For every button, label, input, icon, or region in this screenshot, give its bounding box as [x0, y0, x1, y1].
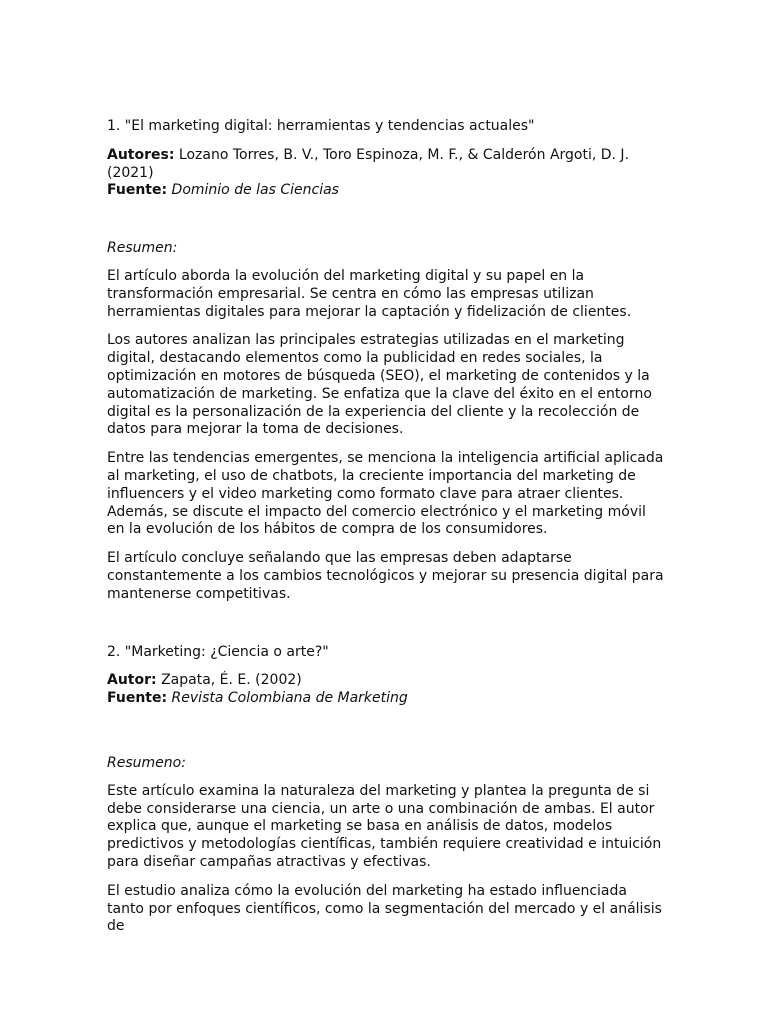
document-page — [107, 118, 667, 947]
article-2-title: 2. "Marketing: ¿Ciencia o arte?" — [107, 643, 329, 660]
article-1-paragraph-3: Entre las tendencias emergentes, se menciona la inteligencia artificial aplicada al marketing, el uso de chatbots, la creciente importancia del marketing de influencers y el video marketing como formato clave para atraer clientes. Además, se discute el impacto del comercio electrónico y el marketing móvil en la evolución de los hábitos de compra de los consumidores. — [107, 450, 664, 538]
spacer — [107, 200, 667, 240]
article-1-summary-label: Resumen: — [107, 240, 178, 257]
article-2-authors-line — [107, 672, 667, 690]
article-1-authors: Lozano Torres, B. V., Toro Espinoza, M. F., & Calderón Argoti, D. J. — [174, 146, 630, 163]
article-1-source-label: Fuente: — [107, 182, 168, 199]
article-2-source-line — [107, 690, 667, 708]
article-1-source-line — [107, 182, 667, 200]
article-1-source: Dominio de las Ciencias — [171, 182, 339, 199]
article-2-authors-label: Autor: — [107, 672, 157, 689]
article-1-paragraph-2: Los autores analizan las principales estrategias utilizadas en el marketing digital, destacando elementos como la publicidad en redes sociales, la optimización en motores de búsqueda (SEO), el marketing de contenidos y la automatización de marketing. Se enfatiza que la clave del éxito en el entorno digital es la personalización de la experiencia del cliente y la recolección de datos para mejorar la toma de decisiones. — [107, 332, 652, 438]
spacer — [107, 708, 667, 755]
article-2-summary-label: Resumeno: — [107, 754, 186, 771]
article-1-authors-line — [107, 147, 667, 165]
spacer — [107, 615, 667, 644]
article-1-year: (2021) — [107, 164, 154, 181]
article-1-authors-label: Autores: — [107, 146, 175, 163]
article-2-paragraph-1: Este artículo examina la naturaleza del marketing y plantea la pregunta de si debe considerarse una ciencia, un arte o una combinación de ambas. El autor explica que, aunque el marketing se basa en análisis de datos, modelos predictivos y metodologías científicas, también requiere creatividad e intuición para diseñar campañas atractivas y efectivas. — [107, 782, 662, 870]
article-2-paragraph-2: El estudio analiza cómo la evolución del marketing ha estado influenciada tanto por enfoques científicos, como la segmentación del mercado y el análisis de — [107, 882, 662, 935]
article-2-source: Revista Colombiana de Marketing — [171, 690, 408, 707]
article-2-authors: Zapata, É. E. (2002) — [156, 672, 302, 689]
article-1-paragraph-1: El artículo aborda la evolución del marketing digital y su papel en la transformación empresarial. Se centra en cómo las empresas utilizan herramientas digitales para mejorar la captación y fidelización de clientes. — [107, 267, 632, 320]
article-2-source-label: Fuente: — [107, 690, 168, 707]
article-1-paragraph-4: El artículo concluye señalando que las empresas deben adaptarse constantemente a los cambios tecnológicos y mejorar su presencia digital para mantenerse competitivas. — [107, 550, 664, 602]
article-1-title: 1. "El marketing digital: herramientas y tendencias actuales" — [107, 118, 535, 134]
